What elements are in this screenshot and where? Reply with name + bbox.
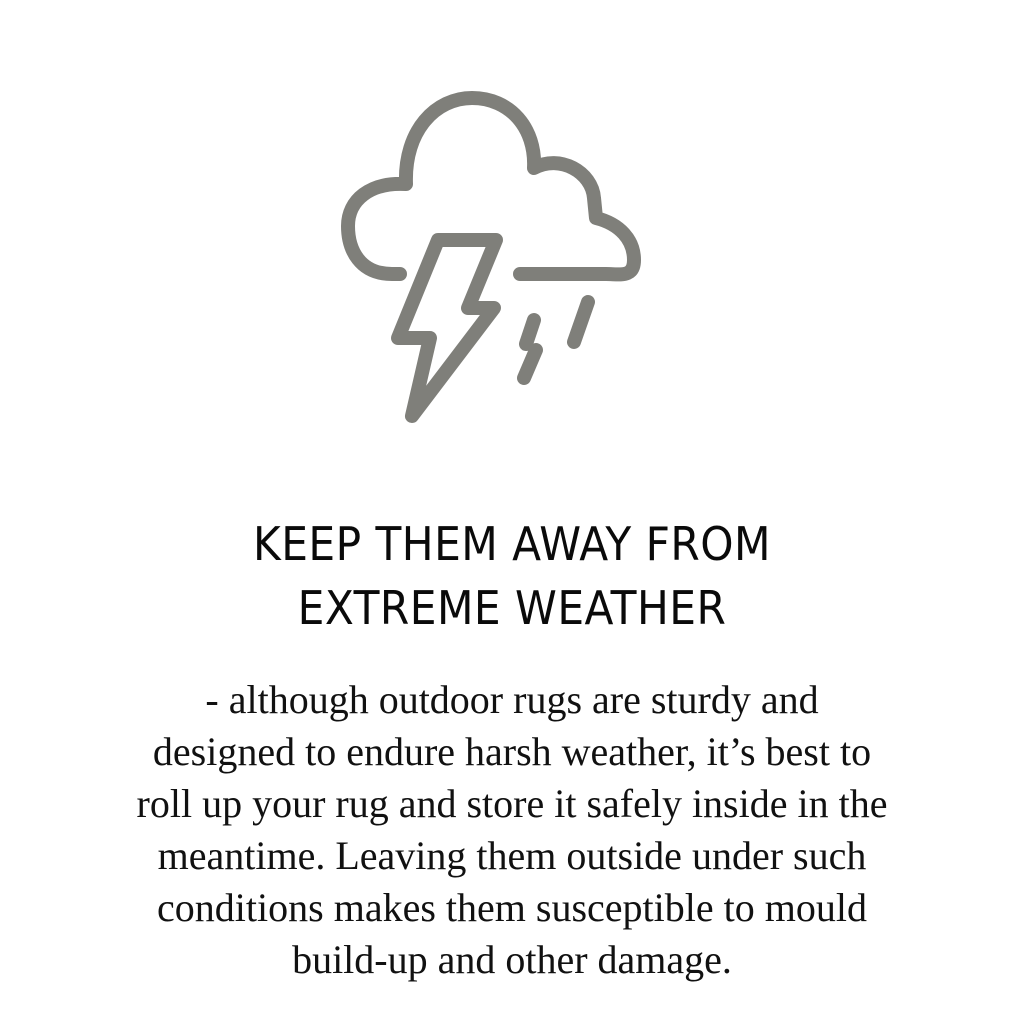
headline-line-1: KEEP THEM AWAY FROM	[252, 517, 772, 571]
rain-drop-3	[524, 350, 536, 378]
body-paragraph	[40, 674, 984, 986]
body-line-5: conditions makes them susceptible to mould	[157, 885, 867, 930]
lightning-bolt	[398, 240, 496, 416]
body-line-3: roll up your rug and store it safely inside in the	[136, 781, 888, 826]
body-line-2: designed to endure harsh weather, it’s best to	[152, 729, 872, 774]
rain-drop-2	[526, 320, 534, 344]
body-line-1: - although outdoor rugs are sturdy and	[205, 677, 819, 722]
body-line-6: build-up and other damage.	[292, 937, 732, 982]
storm-icon-svg	[330, 80, 660, 430]
storm-cloud-lightning-rain-icon	[330, 80, 660, 430]
headline-line-2: EXTREME WEATHER	[297, 581, 727, 635]
body-line-4: meantime. Leaving them outside under such	[157, 833, 867, 878]
rain-drop-1	[574, 302, 588, 342]
headline	[98, 512, 926, 640]
